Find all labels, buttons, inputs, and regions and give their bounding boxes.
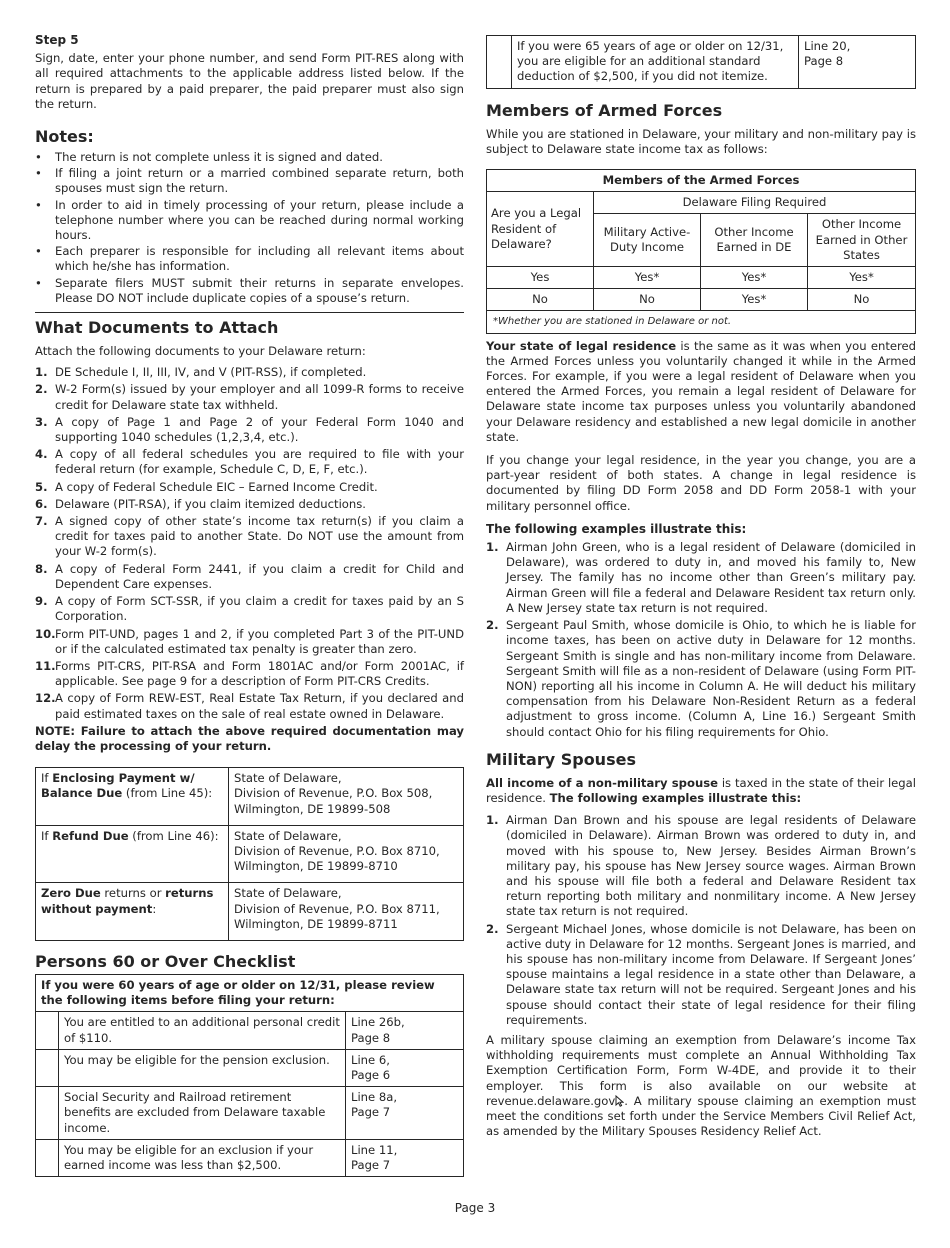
list-item [35,659,464,689]
address-line: Wilmington, DE 19899-508 [234,801,391,816]
table-cell: No [594,289,701,311]
checklist-item-ref [346,1087,464,1140]
residence-text: is the same as it was when you entered the Armed Forces unless you voluntarily changed it while in the Armed Forces. For example, if you were a legal resident of Delaware when you entered the Armed Forces, you remain a legal resident of Delaware for Delaware state income tax purposes unless you voluntarily abandoned your Delaware residency and established a new legal domicile in another state. [486,338,917,444]
condition-post2: : [152,901,157,916]
list-item [35,562,464,592]
spouses-intro [486,776,916,806]
condition-bold: Zero Due [41,886,101,901]
table-cell: No [487,289,594,311]
list-item [35,594,464,624]
address-line: Division of Revenue, P.O. Box 8711, [234,901,440,916]
address-line: State of Delaware, [234,771,342,786]
item-text: A copy of Form REW-EST, Real Estate Tax Return, if you declared and paid estimated taxes on the sale of real estate owned in Delaware. [55,691,464,721]
checkbox[interactable] [487,36,512,89]
item-text: W-2 Form(s) issued by your employer and all 1099-R forms to receive credit for Delaware state tax withheld. [55,382,464,412]
notes-section [35,127,464,306]
checklist-row [36,1012,464,1049]
armed-section [486,101,916,740]
address-line: Wilmington, DE 19899-8711 [234,916,398,931]
ref-line: Line 8a, [351,1090,398,1105]
checklist-item-text: You may be eligible for the pension exclusion. [59,1049,346,1086]
address-row [36,883,464,941]
table-row [487,289,916,311]
item-number: 2. [35,382,48,397]
spouses-section [486,750,916,1140]
item-text: Airman John Green, who is a legal resident of Delaware (domiciled in Delaware), was ordered to duty in, and moved his family to, New Jersey. The family has no income other than Green’s military pay. Airman Green will file a federal and Delaware Resident tax return only. A New Jersey state tax return is not required. [506,540,916,615]
item-number: 2. [486,921,499,936]
condition-bold: Enclosing Payment w/ Balance Due [41,771,195,801]
note-item: • Separate filers MUST submit their returns in separate envelopes. Please DO NOT include duplicate copies of a spouse’s return. [35,276,464,306]
checklist-item-text: If you were 65 years of age or older on 12/31, you are eligible for an additional standard deduction of $2,500, if you did not itemize. [512,36,799,89]
armed-forces-table [486,169,916,334]
address-condition [36,768,229,826]
closing-text-b: . A military spouse claiming an exemption must meet the conditions set forth under the Service Members Civil Relief Act, as amended by the Military Spouses Residency Relief Act. [486,1093,916,1139]
condition-pre: If [41,828,53,843]
address-row [36,768,464,826]
checklist-table [35,974,464,1177]
examples-heading: The following examples illustrate this: [486,521,747,536]
notes-list [35,150,464,306]
documents-heading: What Documents to Attach [35,318,279,338]
list-item [35,480,464,495]
spouses-examples-list [486,813,916,1028]
item-text: A signed copy of other state’s income tax return(s) if you claim a credit for taxes paid to another State. Do NOT use the amount from your W-2 form(s). [55,514,464,559]
item-number: 5. [35,479,48,494]
col-header: Other Income Earned in Other States [808,214,916,267]
address-value [229,883,464,941]
step5-text: Sign, date, enter your phone number, and send Form PIT-RES along with all required attachments to the applicable address listed below. If the return is prepared by a paid preparer, the paid preparer must also sign the return. [35,51,464,111]
mailing-address-table [35,767,464,941]
item-number: 4. [35,447,48,462]
item-text: Form PIT-UND, pages 1 and 2, if you completed Part 3 of the PIT-UND or if the calculated estimated tax penalty is greater than zero. [55,626,464,656]
checkbox[interactable] [36,1012,59,1049]
list-item [486,813,916,919]
address-line: Division of Revenue, P.O. Box 8710, [234,843,440,858]
documents-note: NOTE: Failure to attach the above required documentation may delay the processing of your return. [35,723,464,753]
ref-line: Line 11, [351,1142,398,1157]
item-text: A copy of all federal schedules you are required to file with your federal return (for example, Schedule C, D, E, F, etc.). [55,447,464,477]
list-item [35,691,464,721]
ref-page: Page 6 [351,1067,391,1082]
armed-examples-list [486,540,916,740]
list-item [35,627,464,657]
checklist-item-text: Social Security and Railroad retirement benefits are excluded from Delaware taxable income. [59,1087,346,1140]
table-cell: Yes* [594,267,701,289]
address-line: State of Delaware, [234,886,342,901]
checklist-item-ref [346,1012,464,1049]
armed-heading: Members of Armed Forces [486,100,723,120]
col-header: Military Active-Duty Income [594,214,701,267]
checklist-row [487,36,916,89]
item-number: 1. [486,540,499,555]
table-cell: Yes* [701,289,808,311]
item-text: Delaware (PIT-RSA), if you claim itemized deductions. [55,496,366,511]
checklist-continued-table [486,35,916,89]
list-item [35,365,464,380]
checklist-item-text: You may be eligible for an exclusion if your earned income was less than $2,500. [59,1139,346,1176]
step5-heading: Step 5 [35,33,79,47]
item-text: Forms PIT-CRS, PIT-RSA and Form 1801AC and/or Form 2001AC, if applicable. See page 9 for a description of Form PIT-CRS Credits. [55,658,464,689]
checkbox[interactable] [36,1049,59,1086]
ref-line: Line 26b, [351,1015,405,1030]
item-number: 1. [486,813,499,828]
item-number: 10. [35,626,56,641]
item-number: 6. [35,496,48,511]
item-number: 11. [35,658,56,673]
residence-paragraph [486,339,916,445]
note-item: • Each preparer is responsible for including all relevant items about which he/she has information. [35,244,464,274]
item-number: 7. [35,514,48,529]
list-item [35,415,464,445]
checkbox[interactable] [36,1087,59,1140]
notes-heading: Notes: [35,127,94,147]
note-item: • In order to aid in timely processing of your return, please include a telephone number where you can be reached during normal working hours. [35,198,464,244]
condition-pre: If [41,771,53,786]
divider [35,312,464,313]
ref-line: Line 6, [351,1052,390,1067]
spouses-intro-bold2: The following examples illustrate this: [549,790,802,805]
item-number: 8. [35,561,48,576]
page-number: Page 3 [454,1201,496,1215]
list-item [486,618,916,740]
address-value [229,768,464,826]
checklist-section [35,952,464,1177]
list-item [35,497,464,512]
address-line: Wilmington, DE 19899-8710 [234,859,398,874]
checklist-intro: If you were 60 years of age or older on 12/31, please review the following items before filing your return: [36,974,464,1011]
ref-line: Line 20, [804,39,851,53]
table-cell: Yes* [808,267,916,289]
list-item [486,922,916,1028]
checklist-row [36,1049,464,1086]
documents-list [35,365,464,721]
checklist-item-ref [346,1139,464,1176]
table-cell: Yes* [701,267,808,289]
right-column [486,0,916,1139]
spouses-intro-bold: All income of a non-military spouse [486,775,718,790]
legal-resident-header: Are you a Legal Resident of Delaware? [487,192,594,267]
spouses-heading: Military Spouses [486,749,636,769]
item-number: 1. [35,365,48,380]
table-cell: Yes [487,267,594,289]
list-item [35,382,464,412]
checklist-row [36,1087,464,1140]
ref-page: Page 7 [351,1157,391,1172]
step5-section [35,33,464,112]
address-condition [36,825,229,883]
item-text: A copy of Federal Schedule EIC – Earned Income Credit. [55,479,378,494]
item-text: A copy of Page 1 and Page 2 of your Federal Form 1040 and supporting 1040 schedules (1,2,3,4, etc.). [55,414,464,445]
item-number: 2. [486,618,499,633]
filing-required-header: Delaware Filing Required [594,192,916,214]
note-item: • If filing a joint return or a married combined separate return, both spouses must sign the return. [35,166,464,196]
condition-post: (from Line 46): [128,828,219,843]
checklist-row [36,1139,464,1176]
table-cell: No [808,289,916,311]
condition-bold: Refund Due [52,828,129,843]
ref-page: Page 7 [351,1105,391,1120]
checklist-item-text: You are entitled to an additional personal credit of $110. [59,1012,346,1049]
documents-intro: Attach the following documents to your Delaware return: [35,344,366,359]
item-text: A copy of Federal Form 2441, if you claim a credit for Child and Dependent Care expenses. [55,561,464,591]
change-paragraph: If you change your legal residence, in the year you change, you are a part-year resident of both states. A change in legal residence is documented by filing DD Form 2058 and DD Form 2058-1 with your military personnel office. [486,453,916,513]
ref-page: Page 8 [804,54,844,69]
armed-intro: While you are stationed in Delaware, your military and non-military pay is subject to Delaware state income tax as follows: [486,126,916,156]
armed-table-footnote: *Whether you are stationed in Delaware or not. [487,311,916,333]
mouse-cursor-icon [615,1095,624,1107]
checklist-item-ref [799,36,916,89]
address-value [229,825,464,883]
item-number: 3. [35,414,48,429]
address-line: Division of Revenue, P.O. Box 508, [234,786,433,801]
closing-text-a: A military spouse claiming an exemption from Delaware’s income Tax withholding requirements must complete an Annual Withholding Tax Exemption Certification Form, Form W-4DE, and provide it to their employer. This form is also available on our website at revenue.delaware.gov [486,1032,916,1108]
documents-section [35,318,464,754]
residence-bold: Your state of legal residence [486,338,677,353]
note-item: • The return is not complete unless it is signed and dated. [35,150,464,165]
spouses-intro-text: is taxed in the state of their legal residence. [486,775,916,805]
item-text: Sergeant Paul Smith, whose domicile is Ohio, to which he is liable for income taxes, has been on active duty in Delaware for 12 months. Sergeant Smith is single and has non-military income from Delaware. Sergeant Smith will file as a non-resident of Delaware (using Form PIT-NON) reporting all his income in Column A. He will deduct his military compensation from his Delaware Non-Resident Return as a federal adjustment to gross income. (Column A, Line 16.) Sergeant Smith should contact Ohio for his filing requirements for Ohio. [506,618,916,739]
item-text: DE Schedule I, II, III, IV, and V (PIT-RSS), if completed. [55,365,367,380]
item-number: 9. [35,594,48,609]
list-item [486,540,916,616]
item-text: Airman Dan Brown and his spouse are legal residents of Delaware (domiciled in Delaware). Airman Brown was ordered to duty in, and moved with his spouse to, New Jersey. Besides Airman Brown’s military pay, his spouse has New Jersey source wages. Airman Brown and his spouse will file both a federal and Delaware Resident tax return reporting both military and nonmilitary income. A New Jersey state tax return is not required. [506,813,916,919]
list-item [35,447,464,477]
item-text: A copy of Form SCT-SSR, if you claim a credit for taxes paid by an S Corporation. [55,594,464,624]
address-condition [36,883,229,941]
item-number: 12. [35,691,56,706]
address-row [36,825,464,883]
condition-post: (from Line 45): [122,786,213,801]
ref-page: Page 8 [351,1030,391,1045]
table-row [487,267,916,289]
condition-post: returns or [100,886,166,901]
checklist-item-ref [346,1049,464,1086]
list-item [35,514,464,560]
col-header: Other Income Earned in DE [701,214,808,267]
item-text: Sergeant Michael Jones, whose domicile is not Delaware, has been on active duty in Delaware for 12 months. Sergeant Jones is married, and his spouse has non-military income from Delaware. If Sergeant Jones’ spouse maintains a legal residence in a state other than Delaware, a Delaware state tax return will not be required. Sergeant Jones and his spouse should contact their state of legal residence for their filing requirements. [506,921,916,1027]
spouses-closing [486,1033,916,1139]
condition-bold2: returns without payment [41,886,214,916]
checkbox[interactable] [36,1139,59,1176]
left-column [35,0,464,1177]
checklist-heading: Persons 60 or Over Checklist [35,951,296,971]
armed-table-title: Members of the Armed Forces [487,170,916,192]
address-line: State of Delaware, [234,828,342,843]
